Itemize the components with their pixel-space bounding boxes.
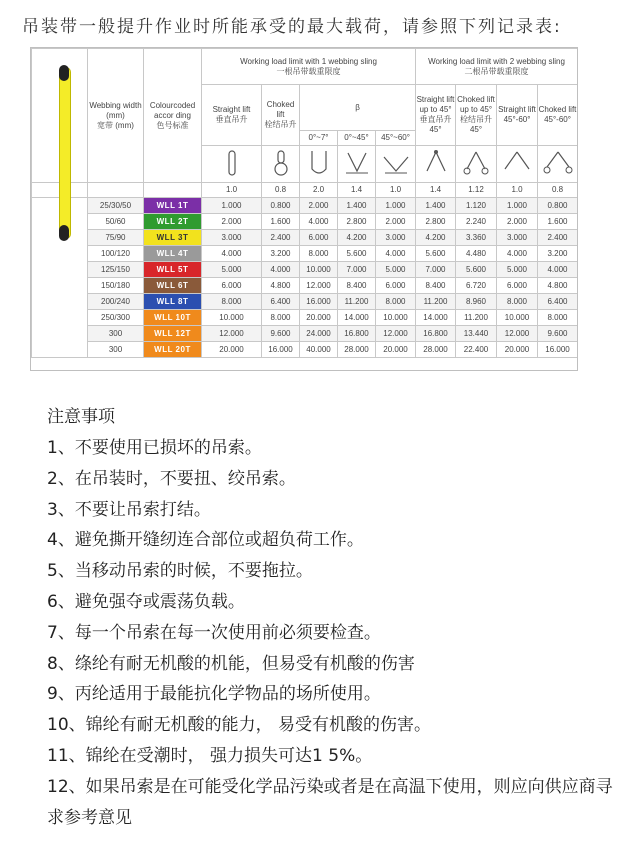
- wll-colour-badge: WLL 8T: [144, 294, 202, 310]
- load-factor: 0.8: [538, 183, 578, 198]
- notes-list: [47, 433, 617, 833]
- load-value: 4.000: [376, 246, 416, 262]
- note-item: 6、避免强夺或震荡负载。: [47, 591, 245, 612]
- load-value: 5.600: [456, 262, 497, 278]
- load-value: 3.000: [376, 230, 416, 246]
- load-value: 1.120: [456, 198, 497, 214]
- wll-colour-badge: WLL 1T: [144, 198, 202, 214]
- load-value: 16.000: [538, 342, 578, 358]
- table-row: [32, 278, 578, 294]
- load-value: 10.000: [497, 310, 538, 326]
- load-limit-table: [30, 47, 578, 371]
- wll-colour-badge: WLL 10T: [144, 310, 202, 326]
- table-row: [32, 342, 578, 358]
- load-value: 14.000: [416, 310, 456, 326]
- load-value: 5.600: [416, 246, 456, 262]
- webbing-width: 300: [88, 326, 144, 342]
- load-factor: 1.0: [376, 183, 416, 198]
- load-value: 2.000: [497, 214, 538, 230]
- load-value: 6.400: [538, 294, 578, 310]
- table-row: [32, 294, 578, 310]
- load-value: 10.000: [202, 310, 262, 326]
- load-value: 4.200: [338, 230, 376, 246]
- load-value: 1.600: [538, 214, 578, 230]
- wll-colour-badge: WLL 5T: [144, 262, 202, 278]
- factor-row: [32, 183, 578, 198]
- load-value: 2.400: [538, 230, 578, 246]
- beta-header: β: [300, 85, 416, 131]
- load-value: 8.400: [416, 278, 456, 294]
- load-value: 20.000: [376, 342, 416, 358]
- page-heading: 吊装带一般提升作业时所能承受的最大载荷，请参照下列记录表:: [22, 17, 562, 37]
- wll-colour-badge: WLL 2T: [144, 214, 202, 230]
- load-value: 5.600: [338, 246, 376, 262]
- load-value: 6.000: [300, 230, 338, 246]
- blank-cell: [88, 183, 144, 198]
- blank-cell: [144, 183, 202, 198]
- note-item: 7、每一个吊索在每一次使用前必须要检查。: [47, 622, 381, 643]
- load-value: 16.800: [338, 326, 376, 342]
- straight-lift-icon: [202, 146, 262, 183]
- load-value: 3.000: [202, 230, 262, 246]
- load-value: 10.000: [300, 262, 338, 278]
- load-value: 12.000: [202, 326, 262, 342]
- load-value: 4.200: [416, 230, 456, 246]
- load-value: 4.000: [262, 262, 300, 278]
- load-value: 11.200: [456, 310, 497, 326]
- webbing-sling-image: [59, 67, 71, 239]
- load-value: 6.000: [202, 278, 262, 294]
- load-value: 11.200: [338, 294, 376, 310]
- load-value: 1.000: [202, 198, 262, 214]
- two-leg-straight-icon: [416, 146, 456, 183]
- load-value: 7.000: [416, 262, 456, 278]
- note-item: 12、如果吊索是在可能受化学品污染或者是在高温下使用，则应向供应商寻求参考意见: [47, 776, 613, 828]
- basket-60-icon: [376, 146, 416, 183]
- basket-45-icon: [338, 146, 376, 183]
- choked-lift-header: Choked lift 栓结吊升: [262, 85, 300, 146]
- webbing-width: 200/240: [88, 294, 144, 310]
- load-value: 3.000: [497, 230, 538, 246]
- note-item: 5、当移动吊索的时候，不要拖拉。: [47, 561, 313, 582]
- load-value: 4.000: [497, 246, 538, 262]
- load-value: 0.800: [538, 198, 578, 214]
- two-leg-60-icon: [497, 146, 538, 183]
- load-value: 20.000: [300, 310, 338, 326]
- load-value: 6.000: [376, 278, 416, 294]
- load-value: 8.000: [497, 294, 538, 310]
- wll-colour-badge: WLL 6T: [144, 278, 202, 294]
- load-value: 11.200: [416, 294, 456, 310]
- straight4560-header: Straight lift 45°-60°: [497, 85, 538, 146]
- load-value: 5.000: [376, 262, 416, 278]
- note-item: 4、避免撕开缝纫连合部位或超负荷工作。: [47, 530, 364, 551]
- webbing-width: 250/300: [88, 310, 144, 326]
- note-item: 9、丙纶适用于最能抗化学物品的场所使用。: [47, 684, 381, 705]
- load-value: 28.000: [338, 342, 376, 358]
- table-row: [32, 198, 578, 214]
- wll-colour-badge: WLL 4T: [144, 246, 202, 262]
- webbing-width: 300: [88, 342, 144, 358]
- load-value: 5.000: [202, 262, 262, 278]
- wll-colour-badge: WLL 20T: [144, 342, 202, 358]
- two-leg-choked60-icon: [538, 146, 578, 183]
- load-factor: 1.0: [202, 183, 262, 198]
- note-item: 8、绦纶有耐无机酸的机能，但易受有机酸的伤害: [47, 653, 415, 674]
- choked45-header: Choked lift up to 45° 栓结吊升 45°: [456, 85, 497, 146]
- wll-colour-badge: WLL 12T: [144, 326, 202, 342]
- angle-label: 0°~7°: [300, 131, 338, 146]
- load-factor: 0.8: [262, 183, 300, 198]
- load-value: 20.000: [497, 342, 538, 358]
- load-value: 4.000: [300, 214, 338, 230]
- load-value: 28.000: [416, 342, 456, 358]
- load-value: 8.400: [338, 278, 376, 294]
- choked4560-header: Choked lift 45°-60°: [538, 85, 578, 146]
- load-value: 22.400: [456, 342, 497, 358]
- load-value: 2.000: [300, 198, 338, 214]
- load-value: 4.000: [538, 262, 578, 278]
- table-row: [32, 246, 578, 262]
- webbing-width: 150/180: [88, 278, 144, 294]
- choked-lift-icon: [262, 146, 300, 183]
- load-value: 8.000: [538, 310, 578, 326]
- load-value: 14.000: [338, 310, 376, 326]
- load-factor: 2.0: [300, 183, 338, 198]
- load-value: 12.000: [376, 326, 416, 342]
- load-value: 40.000: [300, 342, 338, 358]
- load-value: 3.200: [262, 246, 300, 262]
- webbing-width: 50/60: [88, 214, 144, 230]
- straight45-header: Straight lift up to 45° 垂直吊升 45°: [416, 85, 456, 146]
- load-value: 4.480: [456, 246, 497, 262]
- table-row: [32, 310, 578, 326]
- load-value: 6.720: [456, 278, 497, 294]
- load-value: 13.440: [456, 326, 497, 342]
- note-item: 1、不要使用已损坏的吊索。: [47, 438, 262, 458]
- load-value: 3.360: [456, 230, 497, 246]
- table-row: [32, 214, 578, 230]
- load-value: 6.000: [497, 278, 538, 294]
- table-row: [32, 262, 578, 278]
- load-value: 20.000: [202, 342, 262, 358]
- load-value: 24.000: [300, 326, 338, 342]
- load-value: 9.600: [538, 326, 578, 342]
- load-value: 1.400: [416, 198, 456, 214]
- two-leg-choked-icon: [456, 146, 497, 183]
- load-value: 12.000: [300, 278, 338, 294]
- table-row: [32, 230, 578, 246]
- group2-header: Working load limit with 2 webbing sling 二根吊带载重限度: [416, 49, 578, 85]
- load-value: 4.800: [262, 278, 300, 294]
- load-factor: 1.0: [497, 183, 538, 198]
- note-item: 3、不要让吊索打结。: [47, 499, 211, 520]
- load-value: 0.800: [262, 198, 300, 214]
- load-value: 8.960: [456, 294, 497, 310]
- load-value: 8.000: [376, 294, 416, 310]
- load-value: 4.800: [538, 278, 578, 294]
- colour-code-header: Colourcoded accor ding 色号标准: [144, 49, 202, 183]
- wll-colour-badge: WLL 3T: [144, 230, 202, 246]
- load-value: 12.000: [497, 326, 538, 342]
- load-value: 2.000: [202, 214, 262, 230]
- load-factor: 1.12: [456, 183, 497, 198]
- load-value: 4.000: [202, 246, 262, 262]
- load-value: 8.000: [300, 246, 338, 262]
- group1-header: Working load limit with 1 webbing sling 一根吊带载重限度: [202, 49, 416, 85]
- load-value: 2.800: [416, 214, 456, 230]
- load-value: 1.000: [376, 198, 416, 214]
- note-item: 11、锦纶在受潮时， 强力损失可达1 5%。: [47, 745, 373, 766]
- load-value: 6.400: [262, 294, 300, 310]
- webbing-width: 100/120: [88, 246, 144, 262]
- webbing-width: 25/30/50: [88, 198, 144, 214]
- notes-title: 注意事项: [47, 407, 115, 427]
- load-value: 1.600: [262, 214, 300, 230]
- load-value: 9.600: [262, 326, 300, 342]
- angle-label: 0°~45°: [338, 131, 376, 146]
- load-value: 16.800: [416, 326, 456, 342]
- webbing-width: 125/150: [88, 262, 144, 278]
- webbing-width-header: Webbing width (mm) 宽带 (mm): [88, 49, 144, 183]
- load-factor: 1.4: [416, 183, 456, 198]
- load-value: 1.000: [497, 198, 538, 214]
- basket-hitch-icon: [300, 146, 338, 183]
- load-value: 3.200: [538, 246, 578, 262]
- load-value: 2.240: [456, 214, 497, 230]
- angle-label: 45°~60°: [376, 131, 416, 146]
- note-item: 10、锦纶有耐无机酸的能力， 易受有机酸的伤害。: [47, 715, 432, 736]
- load-value: 8.000: [202, 294, 262, 310]
- table-row: [32, 326, 578, 342]
- load-value: 10.000: [376, 310, 416, 326]
- load-value: 2.000: [376, 214, 416, 230]
- load-value: 16.000: [300, 294, 338, 310]
- load-value: 16.000: [262, 342, 300, 358]
- load-value: 2.800: [338, 214, 376, 230]
- load-value: 7.000: [338, 262, 376, 278]
- webbing-width: 75/90: [88, 230, 144, 246]
- sling-illustration-cell: [32, 49, 88, 183]
- load-factor: 1.4: [338, 183, 376, 198]
- load-value: 2.400: [262, 230, 300, 246]
- note-item: 2、在吊装时，不要扭、绞吊索。: [47, 468, 296, 489]
- notes-section: [47, 402, 617, 833]
- load-value: 5.000: [497, 262, 538, 278]
- straight-lift-header: Straight lift 垂直吊升: [202, 85, 262, 146]
- load-value: 1.400: [338, 198, 376, 214]
- load-value: 8.000: [262, 310, 300, 326]
